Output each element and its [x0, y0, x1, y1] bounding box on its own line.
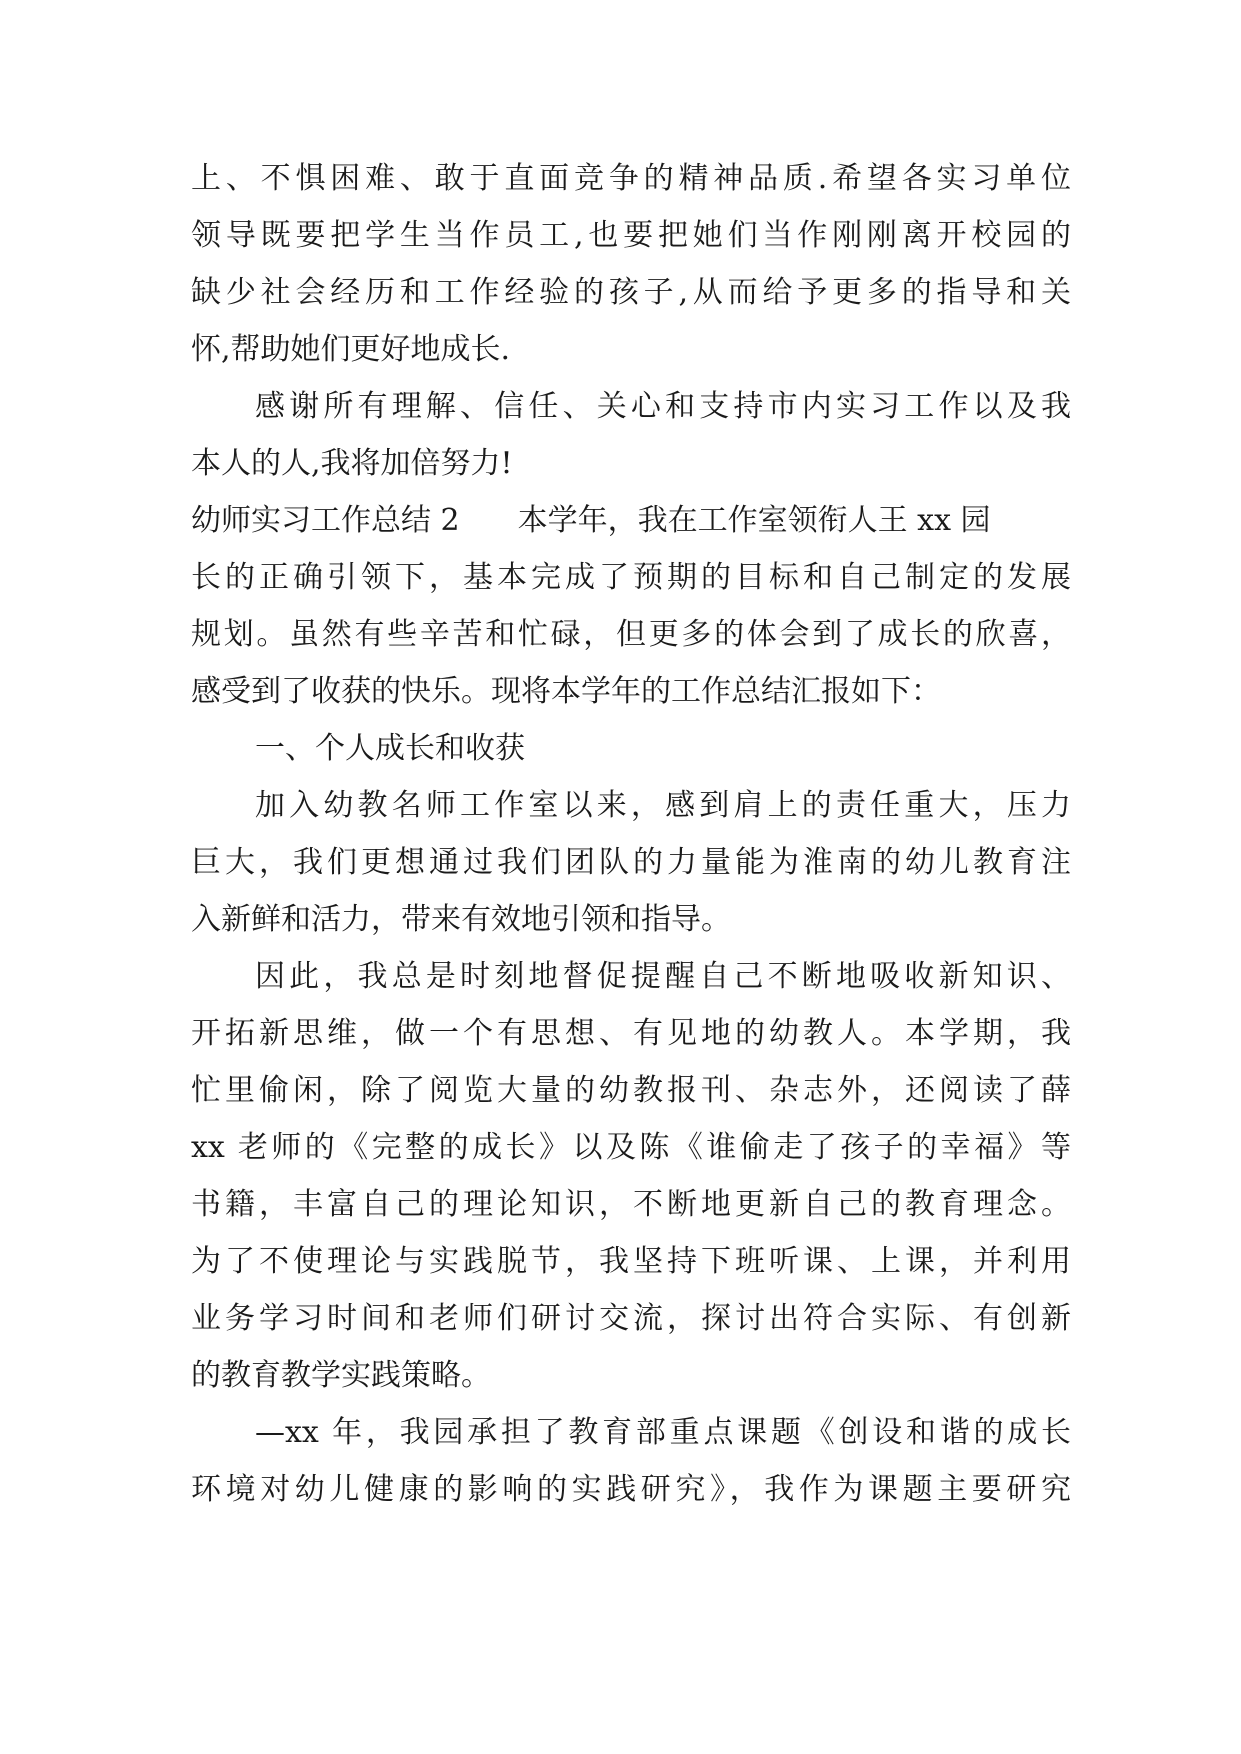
text-line: 本人的人,我将加倍努力!	[191, 446, 513, 481]
text-line: 上、不惧困难、敢于直面竞争的精神品质.希望各实习单位	[191, 161, 1071, 196]
section-title-line	[191, 492, 1071, 549]
text-line: 入新鲜和活力，带来有效地引领和指导。	[191, 902, 731, 937]
text-line: 感受到了收获的快乐。现将本学年的工作总结汇报如下：	[191, 674, 941, 709]
subheading: 一、个人成长和收获	[255, 731, 525, 766]
paragraph-start-line: —xx 年，我园承担了教育部重点课题《创设和谐的成长	[255, 1415, 1071, 1450]
paragraph-start-text: 本学年，我在工作室领衔人王 xx 园	[517, 503, 991, 538]
section-heading: 幼师实习工作总结 2	[191, 503, 460, 538]
text-line: 业务学习时间和老师们研讨交流，探讨出符合实际、有创新	[191, 1301, 1071, 1336]
text-line: 为了不使理论与实践脱节，我坚持下班听课、上课，并利用	[191, 1244, 1071, 1279]
paragraph-start-line: 感谢所有理解、信任、关心和支持市内实习工作以及我	[255, 389, 1071, 424]
text-line: 巨大，我们更想通过我们团队的力量能为淮南的幼儿教育注	[191, 845, 1071, 880]
text-line: xx 老师的《完整的成长》以及陈《谁偷走了孩子的幸福》等	[191, 1130, 1071, 1165]
text-line: 怀,帮助她们更好地成长.	[191, 332, 511, 367]
text-line: 环境对幼儿健康的影响的实践研究》，我作为课题主要研究	[191, 1472, 1071, 1507]
text-line: 忙里偷闲，除了阅览大量的幼教报刊、杂志外，还阅读了薛	[191, 1073, 1071, 1108]
text-line: 开拓新思维，做一个有思想、有见地的幼教人。本学期，我	[191, 1016, 1071, 1051]
text-line: 缺少社会经历和工作经验的孩子,从而给予更多的指导和关	[191, 275, 1071, 310]
paragraph-start-line: 因此，我总是时刻地督促提醒自己不断地吸收新知识、	[255, 959, 1071, 994]
document-body	[191, 150, 1071, 1518]
paragraph-start-line: 加入幼教名师工作室以来，感到肩上的责任重大，压力	[255, 788, 1071, 823]
text-line: 领导既要把学生当作员工,也要把她们当作刚刚离开校园的	[191, 218, 1071, 253]
text-line: 的教育教学实践策略。	[191, 1358, 491, 1393]
text-line: 书籍，丰富自己的理论知识，不断地更新自己的教育理念。	[191, 1187, 1071, 1222]
text-line: 长的正确引领下，基本完成了预期的目标和自己制定的发展	[191, 560, 1071, 595]
text-line: 规划。虽然有些辛苦和忙碌，但更多的体会到了成长的欣喜，	[191, 617, 1071, 652]
